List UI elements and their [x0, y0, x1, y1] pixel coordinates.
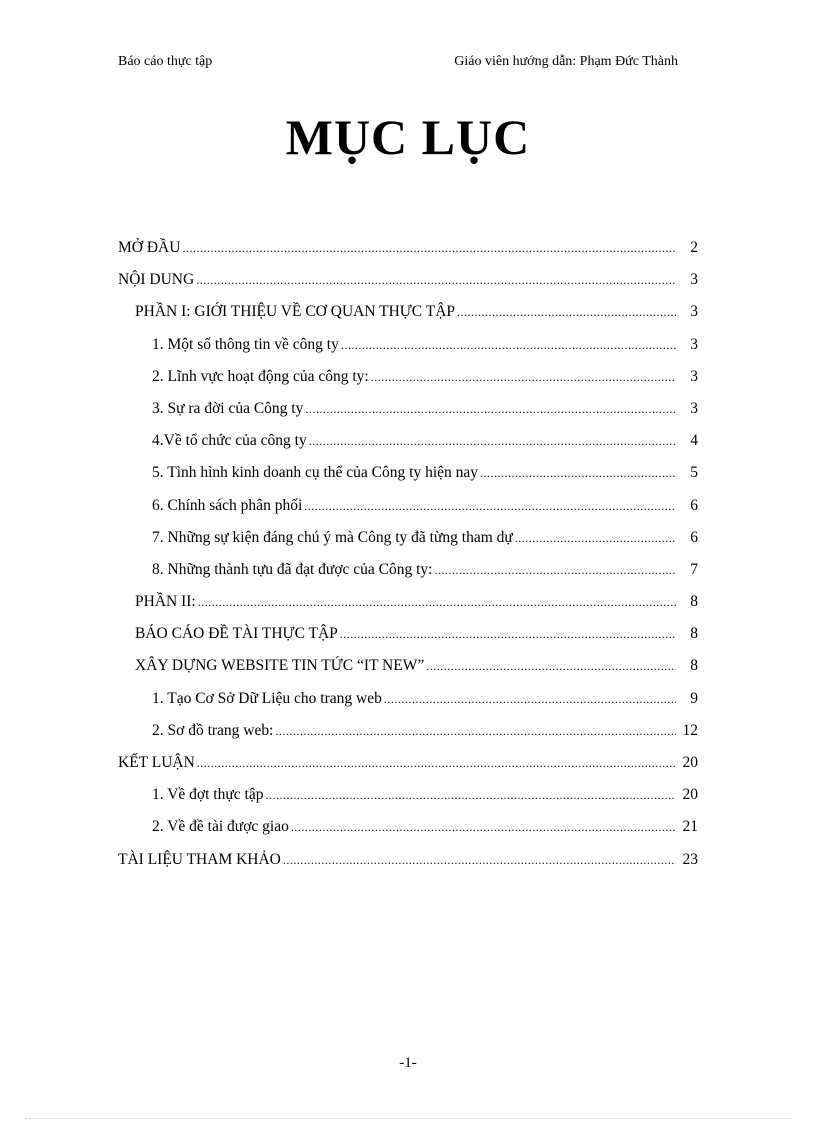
toc-entry-page: 6	[690, 528, 698, 546]
toc-entry-row	[152, 464, 678, 482]
toc-dot-leader	[515, 531, 676, 546]
toc-entry[interactable]	[118, 303, 698, 335]
toc-dot-leader	[265, 788, 676, 803]
toc-entry-label: 8. Những thành tựu đã đạt được của Công ty:	[152, 560, 433, 578]
toc-entry-row	[135, 303, 678, 321]
toc-dot-leader	[480, 466, 676, 481]
toc-entry-page: 20	[682, 754, 698, 771]
toc-entry-label: BÁO CÁO ĐỀ TÀI THỰC TẬP	[135, 625, 338, 643]
toc-entry-label: 2. Sơ đồ trang web:	[152, 721, 274, 739]
toc-entry-page: 4	[690, 432, 698, 450]
toc-entry-page: 5	[690, 464, 698, 482]
toc-entry[interactable]	[118, 368, 698, 400]
toc-entry[interactable]	[118, 561, 698, 593]
toc-entry-page: 12	[682, 721, 698, 739]
toc-entry-label: XÂY DỰNG WEBSITE TIN TỨC “IT NEW”	[135, 657, 425, 675]
toc-entry-page: 7	[690, 560, 698, 578]
toc-dot-leader	[371, 370, 676, 385]
toc-entry-row	[152, 786, 678, 804]
toc-entry[interactable]	[118, 400, 698, 432]
header-right-text: Giáo viên hướng dẫn: Phạm Đức Thành	[454, 54, 678, 69]
toc-entry[interactable]	[118, 239, 698, 271]
page-header	[118, 54, 678, 74]
toc-entry-label: 2. Về đề tài được giao	[152, 818, 289, 836]
toc-entry-row	[118, 239, 678, 257]
toc-entry[interactable]	[118, 786, 698, 818]
toc-entry[interactable]	[118, 818, 698, 850]
page-number: -1-	[399, 1055, 417, 1071]
toc-entry-row	[135, 593, 678, 611]
toc-entry-row	[118, 271, 678, 289]
toc-entry-row	[152, 529, 678, 547]
toc-dot-leader	[291, 820, 676, 835]
toc-entry-label: 1. Về đợt thực tập	[152, 786, 264, 804]
toc-dot-leader	[384, 692, 676, 707]
toc-entry-label: 7. Những sự kiện đáng chú ý mà Công ty đã từng tham dự	[152, 528, 513, 546]
toc-entry-row	[152, 561, 678, 579]
toc-entry[interactable]	[118, 593, 698, 625]
toc-entry[interactable]	[118, 529, 698, 561]
toc-entry-row	[152, 818, 678, 836]
toc-entry-label: KẾT LUẬN	[118, 754, 195, 771]
toc-entry-row	[118, 851, 678, 869]
toc-entry-page: 8	[690, 625, 698, 643]
toc-dot-leader	[340, 627, 676, 642]
toc-entry-label: 5. Tình hình kinh doanh cụ thể của Công ty hiện nay	[152, 464, 479, 482]
toc-entry-page: 23	[682, 850, 698, 868]
toc-entry-page: 3	[690, 399, 698, 417]
toc-entry-label: 1. Tạo Cơ Sở Dữ Liệu cho trang web	[152, 689, 382, 707]
toc-entry-label: 1. Một số thông tin về công ty	[152, 335, 339, 353]
toc-entry-page: 8	[690, 593, 698, 611]
toc-entry[interactable]	[118, 625, 698, 657]
toc-entry-label: 6. Chính sách phân phối	[152, 496, 303, 514]
toc-entry-page: 8	[690, 657, 698, 675]
toc-entry[interactable]	[118, 271, 698, 303]
toc-entry-label: NỘI DUNG	[118, 271, 195, 289]
toc-entry-label: PHẦN II:	[135, 593, 196, 611]
header-left-text: Báo cáo thực tập	[118, 54, 213, 69]
toc-entry-page: 3	[690, 335, 698, 353]
toc-entry[interactable]	[118, 497, 698, 529]
toc-entry-page: 3	[690, 303, 698, 321]
toc-entry-row	[152, 400, 678, 418]
toc-entry-label: 4.Về tổ chức của công ty	[152, 432, 307, 450]
toc-entry-row	[152, 336, 678, 354]
toc-entry[interactable]	[118, 464, 698, 496]
toc-entry-page: 6	[690, 496, 698, 514]
toc-entry[interactable]	[118, 336, 698, 368]
toc-entry-label: 3. Sự ra đời của Công ty	[152, 399, 304, 417]
toc-dot-leader	[341, 338, 676, 353]
toc-dot-leader	[182, 241, 676, 256]
toc-dot-leader	[197, 756, 676, 771]
toc-entry-page: 21	[682, 818, 698, 836]
toc-entry-row	[152, 368, 678, 386]
toc-entry-row	[135, 625, 678, 643]
toc-entry-label: 2. Lĩnh vực hoạt động của công ty:	[152, 367, 369, 385]
toc-entry-label: TÀI LIỆU THAM KHẢO	[118, 850, 281, 868]
toc-dot-leader	[304, 499, 676, 514]
toc-dot-leader	[196, 273, 676, 288]
toc-dot-leader	[198, 595, 676, 610]
toc-entry-row	[118, 754, 678, 772]
toc-entry-row	[152, 497, 678, 515]
page-bottom-divider	[25, 1118, 791, 1119]
page-title: MỤC LỤC	[285, 109, 531, 165]
table-of-contents	[118, 239, 698, 883]
toc-dot-leader	[305, 402, 676, 417]
toc-entry[interactable]	[118, 657, 698, 689]
toc-dot-leader	[426, 659, 676, 674]
toc-entry-row	[135, 657, 678, 675]
toc-entry-label: MỞ ĐẦU	[118, 239, 181, 256]
toc-dot-leader	[275, 724, 676, 739]
toc-dot-leader	[435, 563, 677, 578]
toc-entry-page: 20	[682, 786, 698, 804]
toc-entry-row	[152, 722, 678, 740]
toc-dot-leader	[309, 434, 676, 449]
toc-entry[interactable]	[118, 690, 698, 722]
toc-entry[interactable]	[118, 722, 698, 754]
toc-entry-page: 3	[690, 271, 698, 289]
toc-dot-leader	[457, 305, 676, 320]
toc-entry[interactable]	[118, 432, 698, 464]
toc-entry-label: PHẦN I: GIỚI THIỆU VỀ CƠ QUAN THỰC TẬP	[135, 303, 456, 321]
toc-entry-row	[152, 690, 678, 708]
toc-entry-page: 2	[690, 239, 698, 256]
toc-entry[interactable]	[118, 754, 698, 786]
toc-entry-page: 9	[690, 689, 698, 707]
toc-entry-page: 3	[690, 367, 698, 385]
toc-entry-row	[152, 432, 678, 450]
toc-entry[interactable]	[118, 851, 698, 883]
toc-dot-leader	[283, 853, 676, 868]
